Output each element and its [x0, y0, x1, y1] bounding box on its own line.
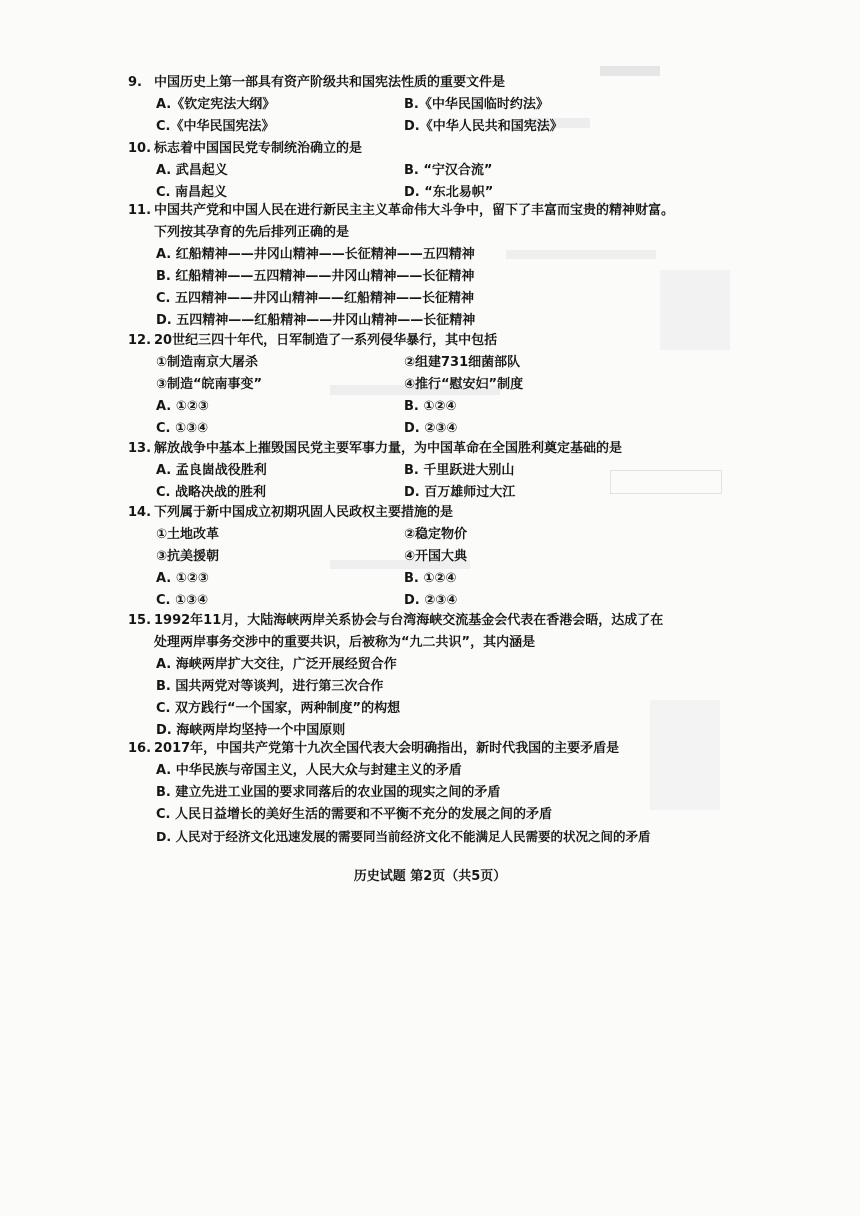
- option-d[interactable]: D. 人民对于经济文化迅速发展的需要同当前经济文化不能满足人民需要的状况之间的矛盾: [156, 829, 651, 844]
- statement-2: ②组建731细菌部队: [404, 355, 521, 370]
- option-c[interactable]: C. 双方践行“一个国家，两种制度”的构想: [156, 701, 401, 716]
- question-10: [128, 138, 688, 204]
- question-number: 9.: [128, 75, 142, 90]
- option-b[interactable]: B. 千里跃进大别山: [404, 463, 515, 478]
- option-a[interactable]: A. 中华民族与帝国主义，人民大众与封建主义的矛盾: [156, 763, 462, 778]
- option-d[interactable]: D. 海峡两岸均坚持一个中国原则: [156, 723, 346, 738]
- option-c[interactable]: C. 五四精神——井冈山精神——红船精神——长征精神: [156, 291, 475, 306]
- option-c[interactable]: C.《中华民国宪法》: [156, 119, 275, 134]
- question-15: [128, 610, 728, 742]
- question-number: 11.: [128, 203, 152, 218]
- option-a[interactable]: A.《钦定宪法大纲》: [156, 97, 276, 112]
- statement-3: ③制造“皖南事变”: [156, 377, 263, 392]
- question-stem: 20世纪三四十年代，日军制造了一系列侵华暴行，其中包括: [154, 333, 498, 348]
- option-a[interactable]: A. 红船精神——井冈山精神——长征精神——五四精神: [156, 247, 475, 262]
- question-number: 14.: [128, 505, 152, 520]
- statement-4: ④开国大典: [404, 549, 468, 564]
- option-b[interactable]: B. ①②④: [404, 399, 457, 414]
- option-b[interactable]: B. ①②④: [404, 571, 457, 586]
- question-stem: 中国共产党和中国人民在进行新民主主义革命伟大斗争中，留下了丰富而宝贵的精神财富。: [154, 203, 675, 218]
- statement-1: ①制造南京大屠杀: [156, 355, 259, 370]
- question-stem: 中国历史上第一部具有资产阶级共和国宪法性质的重要文件是: [154, 75, 506, 90]
- option-a[interactable]: A. 武昌起义: [156, 163, 228, 178]
- option-b[interactable]: B. 建立先进工业国的要求同落后的农业国的现实之间的矛盾: [156, 785, 501, 800]
- option-c[interactable]: C. 人民日益增长的美好生活的需要和不平衡不充分的发展之间的矛盾: [156, 807, 553, 822]
- option-b[interactable]: B. “宁汉合流”: [404, 163, 493, 178]
- question-9: [128, 72, 688, 138]
- question-stem: 下列属于新中国成立初期巩固人民政权主要措施的是: [154, 505, 454, 520]
- option-b[interactable]: B. 红船精神——五四精神——井冈山精神——长征精神: [156, 269, 475, 284]
- question-14: [128, 502, 688, 612]
- option-c[interactable]: C. ①③④: [156, 593, 209, 608]
- question-11: [128, 200, 728, 332]
- page-footer: 历史试题 第2页（共5页）: [353, 869, 507, 884]
- question-stem: 1992年11月，大陆海峡两岸关系协会与台湾海峡交流基金会代表在香港会晤，达成了在: [154, 613, 664, 628]
- question-number: 15.: [128, 613, 152, 628]
- option-d[interactable]: D. 五四精神——红船精神——井冈山精神——长征精神: [156, 313, 476, 328]
- option-d[interactable]: D. “东北易帜”: [404, 185, 494, 200]
- option-d[interactable]: D. ②③④: [404, 593, 458, 608]
- option-d[interactable]: D. 百万雄师过大江: [404, 485, 516, 500]
- question-13: [128, 438, 688, 504]
- question-12: [128, 330, 688, 440]
- question-stem-continued: 下列按其孕育的先后排列正确的是: [154, 225, 350, 240]
- statement-2: ②稳定物价: [404, 527, 468, 542]
- question-number: 13.: [128, 441, 152, 456]
- question-stem: 标志着中国国民党专制统治确立的是: [154, 141, 363, 156]
- option-c[interactable]: C. ①③④: [156, 421, 209, 436]
- option-c[interactable]: C. 南昌起义: [156, 185, 228, 200]
- question-stem-continued: 处理两岸事务交涉中的重要共识，后被称为“九二共识”，其内涵是: [154, 635, 536, 650]
- statement-3: ③抗美援朝: [156, 549, 220, 564]
- statement-1: ①土地改革: [156, 527, 220, 542]
- option-a[interactable]: A. 孟良崮战役胜利: [156, 463, 267, 478]
- question-stem: 2017年，中国共产党第十九次全国代表大会明确指出，新时代我国的主要矛盾是: [154, 741, 620, 756]
- statement-4: ④推行“慰安妇”制度: [404, 377, 524, 392]
- option-d[interactable]: D. ②③④: [404, 421, 458, 436]
- question-stem: 解放战争中基本上摧毁国民党主要军事力量，为中国革命在全国胜利奠定基础的是: [154, 441, 623, 456]
- option-c[interactable]: C. 战略决战的胜利: [156, 485, 267, 500]
- question-number: 10.: [128, 141, 152, 156]
- question-16: [128, 738, 728, 848]
- option-a[interactable]: A. ①②③: [156, 571, 209, 586]
- option-a[interactable]: A. 海峡两岸扩大交往，广泛开展经贸合作: [156, 657, 397, 672]
- option-a[interactable]: A. ①②③: [156, 399, 209, 414]
- option-b[interactable]: B. 国共两党对等谈判，进行第三次合作: [156, 679, 384, 694]
- question-number: 12.: [128, 333, 152, 348]
- question-number: 16.: [128, 741, 152, 756]
- option-d[interactable]: D.《中华人民共和国宪法》: [404, 119, 563, 134]
- option-b[interactable]: B.《中华民国临时约法》: [404, 97, 549, 112]
